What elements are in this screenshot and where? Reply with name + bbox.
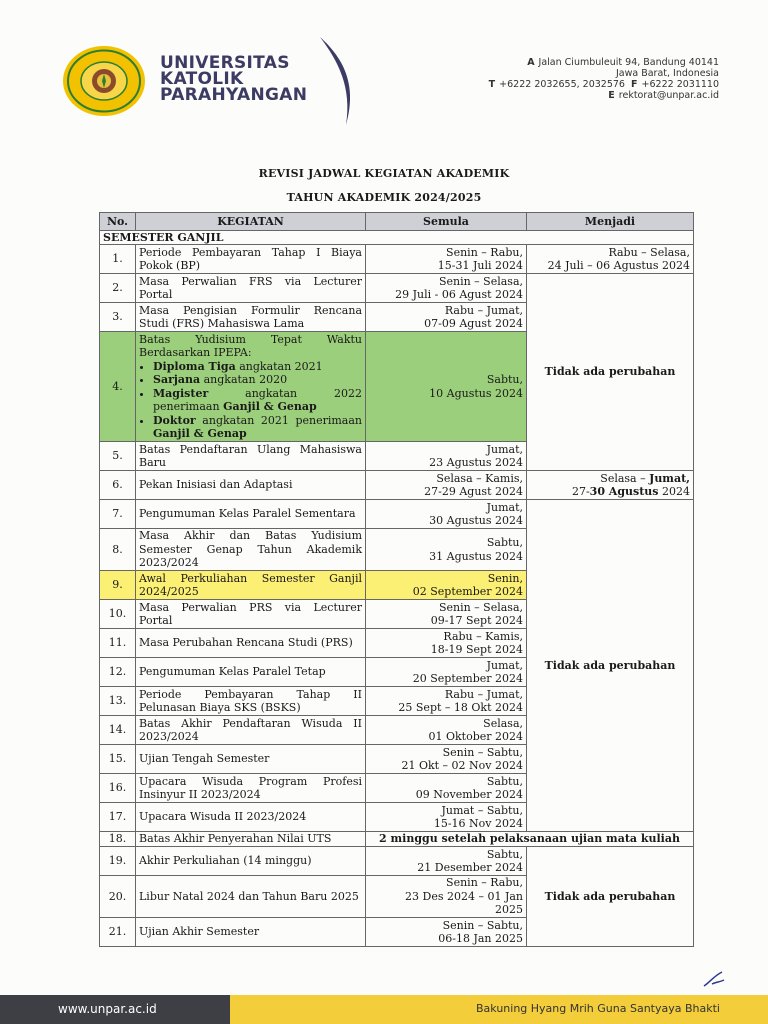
row-kegiatan: Ujian Akhir Semester <box>136 918 366 947</box>
university-name <box>160 55 307 103</box>
footer-url-link[interactable]: www.unpar.ac.id <box>58 1002 157 1016</box>
row-semula: Selasa – Kamis, 27-29 Agust 2024 <box>366 471 527 500</box>
university-name-line2: KATOLIK <box>160 69 244 89</box>
row-no: 8. <box>100 529 136 571</box>
row-kegiatan: Masa Akhir dan Batas Yudisium Semester Genap Tahun Akademik 2023/2024 <box>136 529 366 571</box>
header-kegiatan: KEGIATAN <box>136 213 366 231</box>
row-semula: Rabu – Kamis, 18-19 Sept 2024 <box>366 629 527 658</box>
row-no: 21. <box>100 918 136 947</box>
row-kegiatan: Pengumuman Kelas Paralel Sementara <box>136 500 366 529</box>
row-semula: Senin – Selasa, 29 Juli - 06 Agust 2024 <box>366 274 527 303</box>
email[interactable]: rektorat@unpar.ac.id <box>618 90 719 101</box>
row-menjadi: Rabu – Selasa, 24 Juli – 06 Agustus 2024 <box>527 245 694 274</box>
row-semula: Sabtu, 21 Desember 2024 <box>366 847 527 876</box>
row-kegiatan: Upacara Wisuda Program Profesi Insinyur II 2023/2024 <box>136 774 366 803</box>
row-menjadi-no-change: Tidak ada perubahan <box>527 274 694 471</box>
row-no: 2. <box>100 274 136 303</box>
row-menjadi: Selasa – Jumat, 27-30 Agustus 2024 <box>527 471 694 500</box>
university-seal-logo <box>62 45 146 117</box>
table-row <box>100 274 694 303</box>
fax-label: F <box>631 79 638 90</box>
row-semula: Jumat, 20 September 2024 <box>366 658 527 687</box>
row-no: 12. <box>100 658 136 687</box>
footer-bar <box>0 995 768 1024</box>
page-title: REVISI JADWAL KEGIATAN AKADEMIK <box>258 167 510 180</box>
row-no: 5. <box>100 442 136 471</box>
row-semula: Jumat, 23 Agustus 2024 <box>366 442 527 471</box>
header-no: No. <box>100 213 136 231</box>
row-kegiatan: Awal Perkuliahan Semester Ganjil 2024/2025 <box>136 571 366 600</box>
row-semula: Rabu – Jumat, 07-09 Agust 2024 <box>366 303 527 332</box>
page-subtitle: TAHUN AKADEMIK 2024/2025 <box>286 191 482 204</box>
fax: +6222 2031110 <box>641 79 719 90</box>
row-kegiatan: Pekan Inisiasi dan Adaptasi <box>136 471 366 500</box>
signature-mark <box>702 970 726 990</box>
row-no: 16. <box>100 774 136 803</box>
email-label: E <box>608 90 615 101</box>
row-no: 10. <box>100 600 136 629</box>
row-kegiatan: Pengumuman Kelas Paralel Tetap <box>136 658 366 687</box>
row-no: 1. <box>100 245 136 274</box>
row-no: 18. <box>100 832 136 847</box>
row-kegiatan: Masa Perubahan Rencana Studi (PRS) <box>136 629 366 658</box>
contact-block <box>489 57 719 101</box>
row-kegiatan: Batas Akhir Pendaftaran Wisuda II 2023/2024 <box>136 716 366 745</box>
footer-motto: Bakuning Hyang Mrih Guna Santyaya Bhakti <box>476 1002 720 1015</box>
address-line2: Jawa Barat, Indonesia <box>615 68 719 79</box>
row-semula: Rabu – Jumat, 25 Sept – 18 Okt 2024 <box>366 687 527 716</box>
row-no: 11. <box>100 629 136 658</box>
row-kegiatan: Batas Akhir Penyerahan Nilai UTS <box>136 832 366 847</box>
row-kegiatan: Upacara Wisuda II 2023/2024 <box>136 803 366 832</box>
row-semula: Sabtu, 10 Agustus 2024 <box>366 332 527 442</box>
table-row <box>100 500 694 529</box>
row-no: 20. <box>100 876 136 918</box>
row-kegiatan: Periode Pembayaran Tahap I Biaya Pokok (BP) <box>136 245 366 274</box>
row-no: 17. <box>100 803 136 832</box>
row-kegiatan: Batas Pendaftaran Ulang Mahasiswa Baru <box>136 442 366 471</box>
phone-label: T <box>488 79 496 90</box>
row-semula: Sabtu, 09 November 2024 <box>366 774 527 803</box>
row-no: 3. <box>100 303 136 332</box>
row-kegiatan: Batas Yudisium Tepat Waktu Berdasarkan IPEPA: • Diploma Tiga angkatan 2021 • Sarjana angkatan 2020 • Magister angkatan 2022 penerimaan Ganjil & Genap • Doktor angkatan 2021 penerimaan Ganjil & Genap <box>136 332 366 442</box>
table-row <box>100 471 694 500</box>
row-no: 13. <box>100 687 136 716</box>
header-semula: Semula <box>366 213 527 231</box>
address-label: A <box>527 57 535 68</box>
row-no: 15. <box>100 745 136 774</box>
table-row <box>100 832 694 847</box>
row-semula: Selasa, 01 Oktober 2024 <box>366 716 527 745</box>
row-semula: Senin – Sabtu, 21 Okt – 02 Nov 2024 <box>366 745 527 774</box>
row-semula: Senin – Rabu, 15-31 Juli 2024 <box>366 245 527 274</box>
address-line1: Jalan Ciumbuleuit 94, Bandung 40141 <box>538 57 719 68</box>
table-row <box>100 847 694 876</box>
row-no: 7. <box>100 500 136 529</box>
row-kegiatan: Libur Natal 2024 dan Tahun Baru 2025 <box>136 876 366 918</box>
row-kegiatan: Masa Perwalian FRS via Lecturer Portal <box>136 274 366 303</box>
university-name-line1: UNIVERSITAS <box>160 53 290 73</box>
row-semula: Senin – Rabu, 23 Des 2024 – 01 Jan 2025 <box>366 876 527 918</box>
table-header-row <box>100 213 694 231</box>
row-no: 14. <box>100 716 136 745</box>
university-name-line3: PARAHYANGAN <box>160 85 308 105</box>
row-kegiatan: Periode Pembayaran Tahap II Pelunasan Biaya SKS (BSKS) <box>136 687 366 716</box>
row-semula: Jumat, 30 Agustus 2024 <box>366 500 527 529</box>
row-menjadi-no-change: Tidak ada perubahan <box>527 500 694 832</box>
row-no: 6. <box>100 471 136 500</box>
row-kegiatan: Ujian Tengah Semester <box>136 745 366 774</box>
row-semula: Jumat – Sabtu, 15-16 Nov 2024 <box>366 803 527 832</box>
row-semula: Senin – Selasa, 09-17 Sept 2024 <box>366 600 527 629</box>
section-row <box>100 231 694 245</box>
row-no: 19. <box>100 847 136 876</box>
row-span-note: 2 minggu setelah pelaksanaan ujian mata kuliah <box>366 832 694 847</box>
row-menjadi-no-change: Tidak ada perubahan <box>527 847 694 947</box>
row-semula: Senin, 02 September 2024 <box>366 571 527 600</box>
header-menjadi: Menjadi <box>527 213 694 231</box>
row-no: 4. <box>100 332 136 442</box>
row-kegiatan: Masa Perwalian PRS via Lecturer Portal <box>136 600 366 629</box>
row-kegiatan: Masa Pengisian Formulir Rencana Studi (FRS) Mahasiswa Lama <box>136 303 366 332</box>
section-label: SEMESTER GANJIL <box>100 231 694 245</box>
row-semula: Senin – Sabtu, 06-18 Jan 2025 <box>366 918 527 947</box>
swoosh-graphic <box>312 35 368 127</box>
schedule-table <box>99 212 694 947</box>
row-kegiatan: Akhir Perkuliahan (14 minggu) <box>136 847 366 876</box>
table-row <box>100 245 694 274</box>
row-semula: Sabtu, 31 Agustus 2024 <box>366 529 527 571</box>
row-no: 9. <box>100 571 136 600</box>
phone: +6222 2032655, 2032576 <box>499 79 625 90</box>
